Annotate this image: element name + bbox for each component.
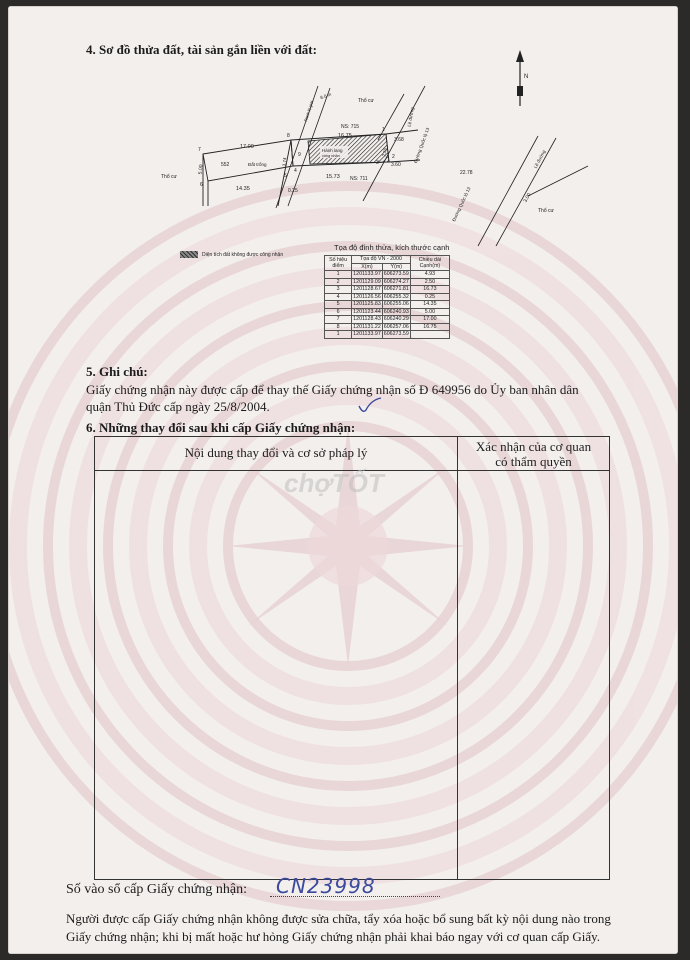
svg-text:15.73: 15.73 [326, 174, 340, 180]
svg-text:3.68: 3.68 [394, 137, 404, 143]
duong-label-2: Đường Quốc lộ 13 [412, 126, 431, 164]
coords-row [325, 293, 450, 301]
coords-header-vn2000: Tọa độ VN - 2000 [352, 256, 411, 264]
num-552: 552 [221, 162, 230, 168]
coords-cell: 606257.06 [383, 323, 409, 330]
north-label: N [524, 74, 529, 80]
changes-col-confirmation-line1: Xác nhận của cơ quan [475, 439, 592, 454]
coords-cell: 1 [325, 271, 352, 279]
coords-sub-y: Y(m) [382, 263, 410, 271]
coords-cell: 606240.93 [383, 308, 409, 315]
coords-cell: 606255.06 [383, 301, 409, 307]
le-duong-top: Lề đường [406, 106, 415, 128]
coords-cell: 606273.59 [383, 331, 409, 337]
coords-row [325, 278, 450, 286]
coords-cell: 8 [325, 323, 352, 331]
svg-text:22.78: 22.78 [460, 170, 473, 176]
section6-title: 6. Những thay đổi sau khi cấp Giấy chứng nhận: [86, 420, 356, 435]
coords-cell: 2.50 [410, 278, 449, 286]
changes-table-header [95, 437, 609, 471]
svg-text:công nhận: công nhận [322, 154, 340, 158]
coords-cell: 606271.81 [383, 286, 409, 292]
coords-cell: 5.00 [410, 308, 449, 316]
note-line-2: quận Thủ Đức cấp ngày 25/8/2004. [86, 399, 270, 414]
svg-text:9: 9 [298, 152, 301, 158]
coords-cell: 1201128.67 [353, 286, 381, 292]
duong-label: Đường Quốc lộ 13 [451, 186, 472, 223]
le-duong-right: Lề đường [532, 149, 547, 170]
map-legend [180, 251, 283, 258]
coords-cell: 606240.29 [383, 316, 409, 322]
coords-row [325, 316, 450, 324]
svg-text:6: 6 [200, 182, 203, 188]
coords-row [325, 301, 450, 309]
svg-text:5.00: 5.00 [197, 164, 205, 175]
footer-line-1: Người được cấp Giấy chứng nhận không được sửa chữa, tẩy xóa hoặc bổ sung bất kỳ nội dung nào trong [66, 911, 611, 926]
svg-text:5: 5 [284, 173, 287, 179]
coords-cell: 16.75 [410, 323, 449, 331]
svg-text:2: 2 [392, 154, 395, 160]
coords-row [325, 331, 450, 339]
tho-cu-right: Thổ cư [538, 208, 554, 214]
coords-table [324, 255, 450, 339]
legend-label: Diện tích đất không được công nhận [202, 251, 284, 258]
coords-cell: 606274.27 [383, 278, 409, 285]
svg-text:3.74: 3.74 [281, 157, 288, 167]
svg-text:7: 7 [198, 147, 201, 153]
svg-text:17.00: 17.00 [240, 144, 254, 150]
coords-cell: 3 [325, 286, 352, 294]
no715: NS: 715 [341, 124, 360, 130]
chotot-watermark: chợTỐT [284, 468, 384, 498]
coords-sub-x: X(m) [352, 263, 383, 271]
coords-cell: 1201133.97 [353, 271, 381, 277]
svg-text:2.50: 2.50 [381, 147, 388, 157]
coords-cell: 16.73 [410, 286, 449, 294]
coords-cell: 1201133.97 [353, 331, 381, 337]
ranh-label: Ranh lộ giới [302, 100, 315, 123]
footer-line-2: Giấy chứng nhận; khi bị mất hoặc hư hỏng Giấy chứng nhận phải khai báo ngay với cơ quan cấp Giấy. [66, 929, 601, 944]
registration-number: CN23998 [276, 874, 376, 898]
coords-cell: 1201128.43 [353, 316, 381, 322]
tho-cu-top: Thổ cư [358, 98, 374, 104]
svg-text:8.0 m: 8.0 m [319, 91, 332, 101]
coords-header-point: Số hiệu điểm [325, 256, 352, 271]
svg-text:3: 3 [376, 160, 379, 166]
coords-cell: 7 [325, 316, 352, 324]
svg-text:4: 4 [294, 168, 297, 174]
coords-row [325, 308, 450, 316]
coords-title: Tọa độ đỉnh thửa, kích thước cạnh [334, 243, 450, 252]
svg-text:1: 1 [382, 127, 385, 133]
section5-title: 5. Ghi chú: [86, 364, 148, 379]
coords-cell: 0.25 [410, 293, 449, 301]
coords-cell: 6 [325, 308, 352, 316]
coords-cell: 17.00 [410, 316, 449, 324]
legend-swatch-icon [180, 251, 198, 258]
changes-table [94, 436, 610, 880]
certificate-page [8, 6, 678, 954]
section4-title: 4. Sơ đồ thửa đất, tài sản gắn liền với đất: [86, 42, 317, 57]
coords-cell: 4 [325, 293, 352, 301]
coords-row [325, 271, 450, 279]
coords-cell: 1201129.09 [353, 278, 381, 285]
svg-text:0.25: 0.25 [288, 188, 298, 194]
column-divider [457, 437, 458, 879]
coords-cell [410, 331, 449, 339]
footer-notice [66, 910, 646, 946]
coords-cell: 2 [325, 278, 352, 286]
coords-row [325, 323, 450, 331]
changes-col-confirmation [458, 439, 609, 469]
coords-cell: 1201126.56 [353, 293, 381, 300]
coords-cell: 1201125.83 [353, 301, 381, 307]
changes-col-confirmation-line2: có thẩm quyền [495, 454, 572, 469]
coords-cell: 1201131.22 [353, 323, 381, 330]
coords-cell: 4.93 [410, 271, 449, 279]
handwritten-check-mark [357, 396, 387, 416]
coords-cell: 14.35 [410, 301, 449, 309]
coords-cell: 606255.32 [383, 293, 409, 300]
registration-label: Số vào sổ cấp Giấy chứng nhận: [66, 882, 247, 897]
dat-trong-label: Đất trống [248, 162, 267, 167]
svg-text:3.00: 3.00 [522, 192, 533, 204]
coords-cell: 5 [325, 301, 352, 309]
coords-cell: 1201123.44 [353, 308, 381, 315]
changes-col-content: Nội dung thay đổi và cơ sở pháp lý [184, 445, 368, 460]
coords-header-length: Chiều dài Cạnh(m) [410, 256, 449, 271]
coords-row [325, 286, 450, 294]
svg-text:3.60: 3.60 [391, 162, 401, 168]
hanh-lang-label: Hành lang [322, 148, 343, 153]
svg-text:14.35: 14.35 [236, 186, 250, 192]
tho-cu-left: Thổ cư [161, 174, 177, 180]
svg-text:16.75: 16.75 [338, 133, 352, 139]
note-line-1: Giấy chứng nhận này được cấp để thay thế Giấy chứng nhận số Đ 649956 do Ủy ban nhân dân [86, 382, 579, 397]
no711: NS: 711 [350, 176, 368, 182]
svg-text:8: 8 [287, 133, 290, 139]
coords-cell: 606273.59 [383, 271, 409, 277]
note-text [86, 381, 626, 415]
coords-cell: 1 [325, 331, 352, 339]
north-arrow-icon [516, 50, 528, 106]
